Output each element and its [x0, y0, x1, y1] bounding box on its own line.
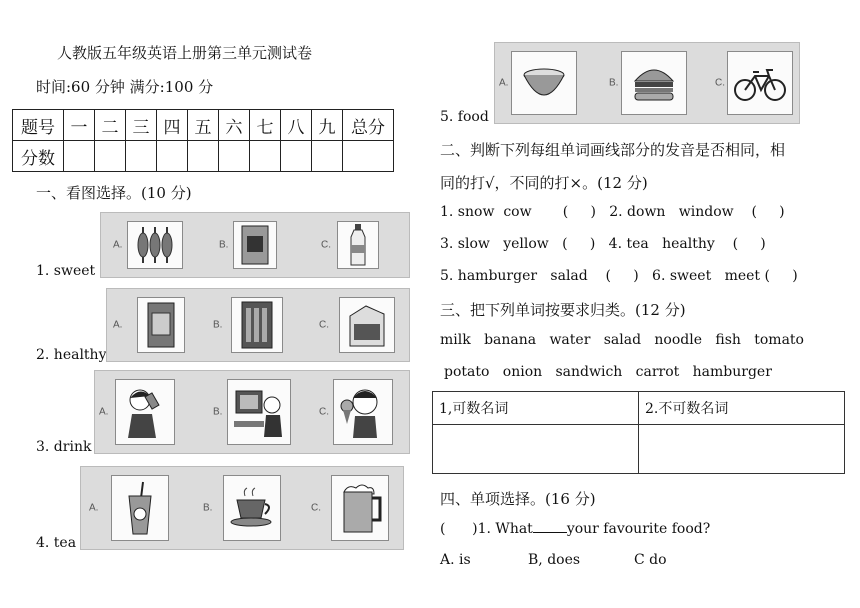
option-letter: C.: [319, 319, 329, 331]
score-cell: 总分: [343, 110, 394, 141]
picture-strip-food: [494, 42, 800, 124]
option-letter: B.: [203, 502, 213, 514]
uncountable-nouns-header: 2.不可数名词: [639, 392, 845, 425]
option-letter: C.: [319, 406, 329, 418]
section2-heading: 二、判断下列每组单词画线部分的发音是否相同，相: [440, 141, 786, 159]
question-label: 1. sweet: [36, 263, 96, 279]
hamburger-icon[interactable]: [621, 51, 687, 115]
section2-heading-cont: 同的打√，不同的打×。(12 分): [440, 174, 648, 192]
boy-drinking-icon[interactable]: [115, 379, 175, 445]
score-input-cell[interactable]: [312, 141, 343, 172]
score-cell: 题号: [13, 110, 64, 141]
score-cell: 六: [219, 110, 250, 141]
milk-carton-icon[interactable]: [339, 297, 395, 353]
option-letter: C.: [311, 502, 321, 514]
uncountable-nouns-answer[interactable]: [639, 425, 845, 474]
boy-icecream-icon[interactable]: [333, 379, 393, 445]
bowl-icon[interactable]: [511, 51, 577, 115]
score-cell: 五: [188, 110, 219, 141]
question-label: 2. healthy: [36, 347, 107, 363]
score-cell: 二: [95, 110, 126, 141]
phonics-row: 1. snow cow ( ) 2. down window ( ): [440, 204, 785, 220]
question-label: 3. drink: [36, 439, 92, 455]
juice-cup-icon[interactable]: [111, 475, 169, 541]
question-stem: [440, 520, 710, 537]
option-letter: A.: [89, 502, 99, 514]
time-score-info: 时间:60 分钟 满分:100 分: [36, 78, 214, 96]
option-letter: A.: [113, 239, 123, 251]
water-bottle-icon[interactable]: [337, 221, 379, 269]
score-table-header-row: [13, 110, 394, 141]
answer-blank[interactable]: [533, 520, 567, 533]
classification-table: [432, 391, 845, 474]
score-input-cell[interactable]: [64, 141, 95, 172]
chocolate-box-icon[interactable]: [231, 297, 283, 353]
score-input-cell[interactable]: [126, 141, 157, 172]
beer-mug-icon[interactable]: [331, 475, 389, 541]
picture-strip-sweet: [100, 212, 410, 278]
section1-heading: 一、看图选择。(10 分): [36, 184, 192, 202]
salt-bag-icon[interactable]: [233, 221, 277, 269]
score-table: [12, 109, 394, 172]
option-b: B, does: [528, 552, 581, 568]
score-input-cell[interactable]: [219, 141, 250, 172]
question-suffix: your favourite food?: [566, 521, 711, 537]
snack-bag-icon[interactable]: [137, 297, 185, 353]
option-letter: B.: [219, 239, 229, 251]
boy-computer-icon[interactable]: [227, 379, 291, 445]
countable-nouns-answer[interactable]: [433, 425, 639, 474]
option-c: C do: [634, 552, 667, 568]
page-title: 人教版五年级英语上册第三单元测试卷: [57, 44, 313, 62]
word-list: potato onion sandwich carrot hamburger: [444, 364, 772, 380]
score-input-cell[interactable]: [281, 141, 312, 172]
score-input-cell[interactable]: [250, 141, 281, 172]
option-letter: B.: [213, 319, 223, 331]
option-letter: A.: [99, 406, 109, 418]
candy-icon[interactable]: [127, 221, 183, 269]
option-letter: A.: [499, 77, 509, 89]
section3-heading: 三、把下列单词按要求归类。(12 分): [440, 301, 686, 319]
score-cell: 一: [64, 110, 95, 141]
option-letter: C.: [715, 77, 725, 89]
phonics-row: 5. hamburger salad ( ) 6. sweet meet ( ): [440, 268, 798, 284]
score-input-cell[interactable]: [95, 141, 126, 172]
option-letter: C.: [321, 239, 331, 251]
score-cell: 三: [126, 110, 157, 141]
question-label: 5. food: [440, 109, 489, 125]
question-prefix: ( )1. What: [440, 521, 533, 537]
score-cell: 四: [157, 110, 188, 141]
tea-cup-icon[interactable]: [223, 475, 281, 541]
score-input-cell[interactable]: [157, 141, 188, 172]
option-letter: A.: [113, 319, 123, 331]
countable-nouns-header: 1,可数名词: [433, 392, 639, 425]
picture-strip-drink: [94, 370, 410, 454]
bicycle-icon[interactable]: [727, 51, 793, 115]
score-input-cell[interactable]: [343, 141, 394, 172]
picture-strip-tea: [80, 466, 404, 550]
question-label: 4. tea: [36, 535, 77, 551]
score-cell: 七: [250, 110, 281, 141]
option-a: A. is: [440, 552, 471, 568]
picture-strip-healthy: [106, 288, 410, 362]
option-letter: B.: [213, 406, 223, 418]
score-cell: 九: [312, 110, 343, 141]
score-input-cell[interactable]: [188, 141, 219, 172]
option-letter: B.: [609, 77, 619, 89]
score-label-cell: 分数: [13, 141, 64, 172]
section4-heading: 四、单项选择。(16 分): [440, 490, 596, 508]
phonics-row: 3. slow yellow ( ) 4. tea healthy ( ): [440, 236, 766, 252]
score-table-input-row: [13, 141, 394, 172]
word-list: milk banana water salad noodle fish tomato: [440, 332, 804, 348]
score-cell: 八: [281, 110, 312, 141]
